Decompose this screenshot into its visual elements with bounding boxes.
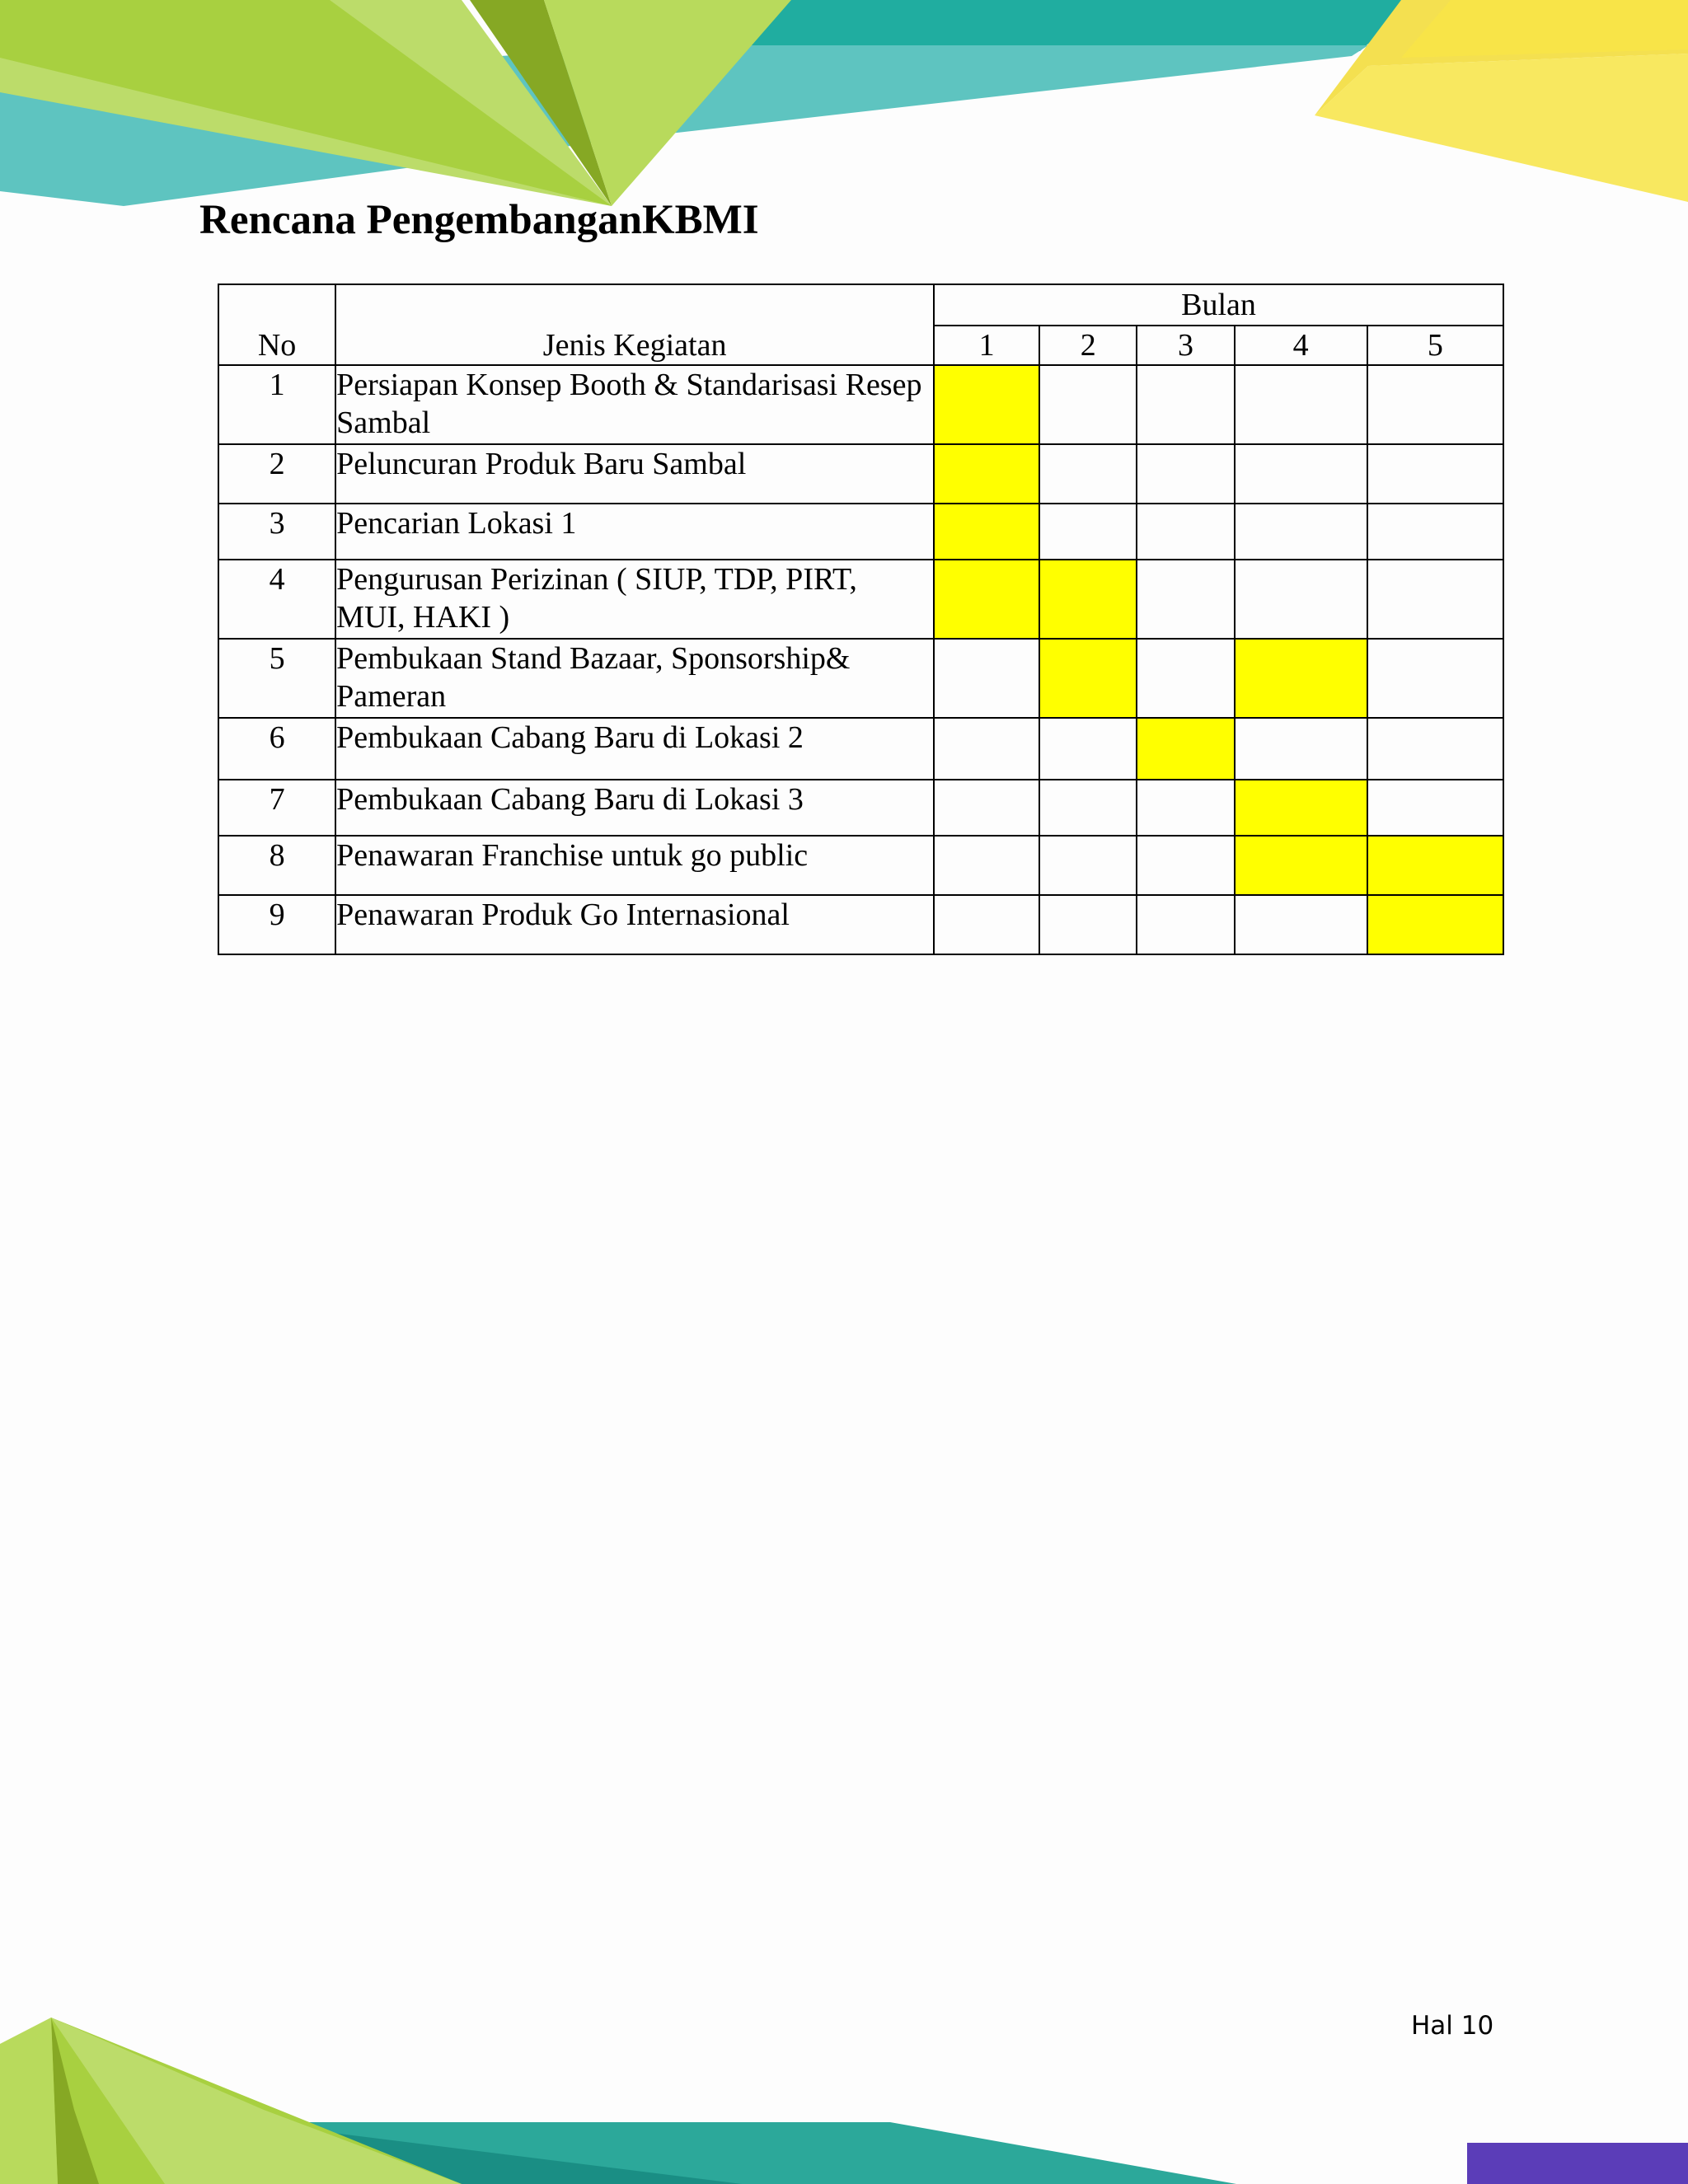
header-jenis-kegiatan: Jenis Kegiatan [335,284,934,365]
table-row [218,639,1503,718]
month-cell-active [1235,639,1367,718]
month-cell-active [934,504,1039,560]
table-row [218,780,1503,836]
month-cell [934,718,1039,780]
header-month: 2 [1039,326,1137,365]
row-number: 7 [218,780,335,836]
bottom-green-shard-front [0,2018,58,2184]
row-number: 1 [218,365,335,444]
header-month: 1 [934,326,1039,365]
header-month: 4 [1235,326,1367,365]
month-cell [1367,560,1503,639]
table-header-row-top [218,284,1503,326]
table-row [218,836,1503,895]
page-number: Hal 10 [1411,2011,1494,2041]
month-cell [1367,718,1503,780]
month-cell [1137,444,1234,504]
activity-name: Pembukaan Stand Bazaar, Sponsorship& Pameran [335,639,934,718]
activity-name: Pengurusan Perizinan ( SIUP, TDP, PIRT, MUI, HAKI ) [335,560,934,639]
row-number: 6 [218,718,335,780]
header-month: 3 [1137,326,1234,365]
month-cell [1039,444,1137,504]
table-row [218,560,1503,639]
month-cell-active [1235,836,1367,895]
activity-name: Pembukaan Cabang Baru di Lokasi 3 [335,780,934,836]
month-cell [1367,504,1503,560]
month-cell [1137,895,1234,954]
activity-name: Persiapan Konsep Booth & Standarisasi Resep Sambal [335,365,934,444]
month-cell [1137,639,1234,718]
activity-name: Peluncuran Produk Baru Sambal [335,444,934,504]
month-cell [1235,444,1367,504]
month-cell [1039,895,1137,954]
header-no: No [218,284,335,365]
table-row [218,444,1503,504]
table-row [218,895,1503,954]
activity-name: Pembukaan Cabang Baru di Lokasi 2 [335,718,934,780]
top-yellow-shard-front [1315,54,1688,202]
month-cell-active [934,560,1039,639]
month-cell-active [934,444,1039,504]
development-schedule-table [218,284,1504,955]
page-title: Rencana PengembanganKBMI [199,197,759,243]
row-number: 2 [218,444,335,504]
month-cell [1039,836,1137,895]
month-cell [1367,444,1503,504]
month-cell [1235,895,1367,954]
row-number: 4 [218,560,335,639]
table-row [218,718,1503,780]
table-row [218,365,1503,444]
row-number: 8 [218,836,335,895]
month-cell [1235,365,1367,444]
month-cell [934,836,1039,895]
month-cell [1039,718,1137,780]
month-cell-active [1367,895,1503,954]
month-cell-active [1367,836,1503,895]
month-cell-active [1039,639,1137,718]
activity-name: Penawaran Franchise untuk go public [335,836,934,895]
month-cell [1137,560,1234,639]
bottom-purple-block [1467,2143,1688,2184]
month-cell [1137,365,1234,444]
month-cell-active [1137,718,1234,780]
row-number: 5 [218,639,335,718]
month-cell [1367,780,1503,836]
table-row [218,504,1503,560]
month-cell [1039,780,1137,836]
activity-name: Penawaran Produk Go Internasional [335,895,934,954]
month-cell-active [1039,560,1137,639]
month-cell [934,639,1039,718]
month-cell [934,895,1039,954]
month-cell [1367,365,1503,444]
row-number: 9 [218,895,335,954]
header-month: 5 [1367,326,1503,365]
header-bulan: Bulan [934,284,1503,326]
month-cell [934,780,1039,836]
month-cell [1137,780,1234,836]
month-cell-active [1235,780,1367,836]
top-yellow-shard-top [1401,0,1688,58]
month-cell [1235,504,1367,560]
month-cell [1235,560,1367,639]
activity-name: Pencarian Lokasi 1 [335,504,934,560]
month-cell [1039,504,1137,560]
month-cell [1137,504,1234,560]
month-cell [1367,639,1503,718]
month-cell [1137,836,1234,895]
month-cell [1235,718,1367,780]
row-number: 3 [218,504,335,560]
month-cell [1039,365,1137,444]
month-cell-active [934,365,1039,444]
